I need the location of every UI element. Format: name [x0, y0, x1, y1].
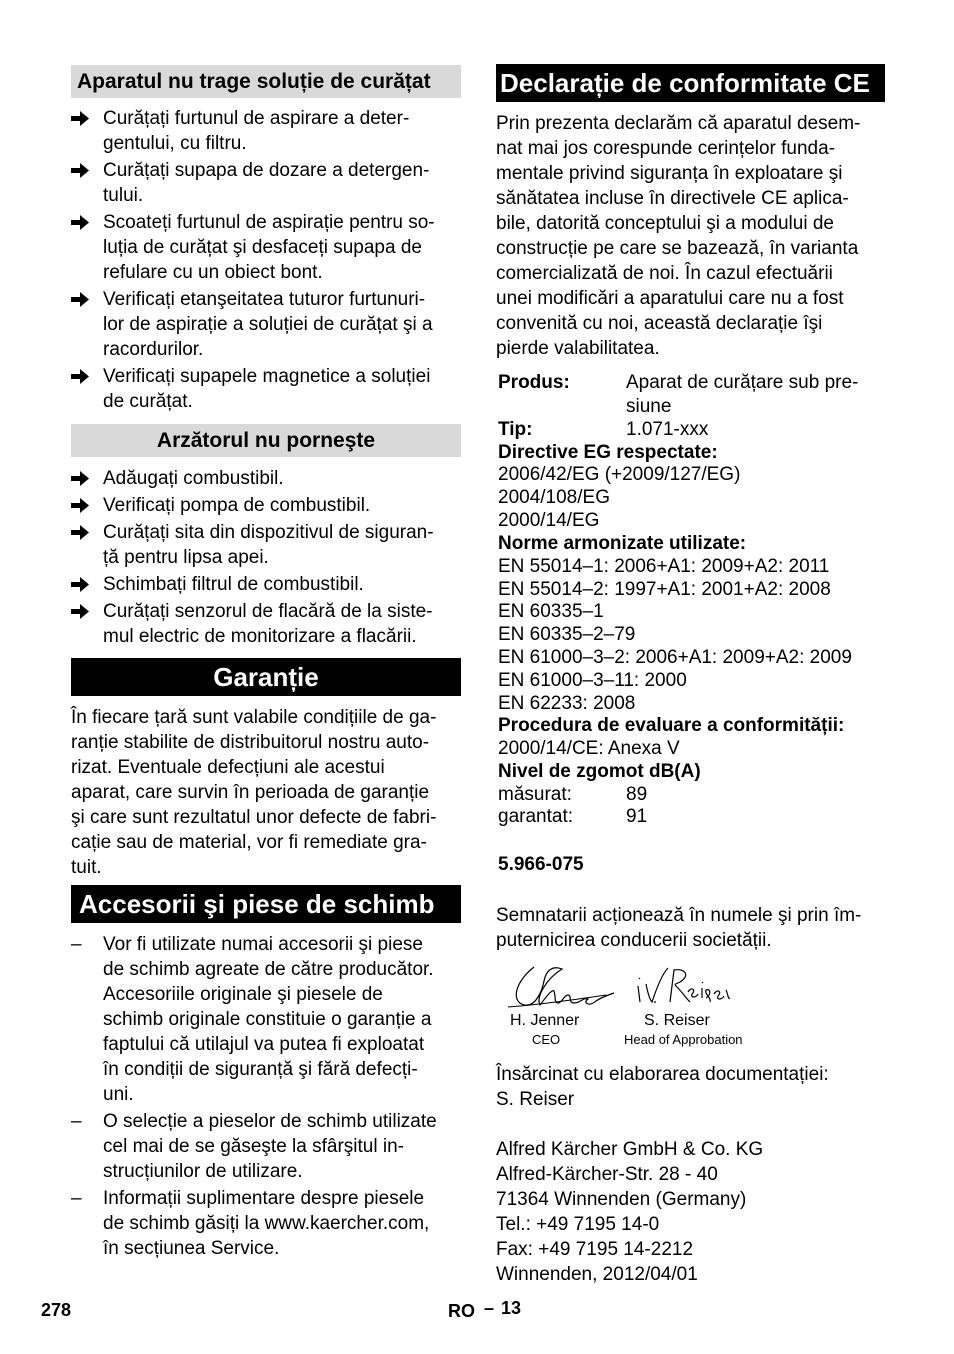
list-item	[71, 599, 461, 649]
list-item-line: cel mai de se găseşte la sfârşitul in-	[103, 1136, 404, 1157]
norm-item: EN 61000–3–11: 2000	[498, 670, 687, 691]
list-item	[71, 287, 461, 362]
address-line: 71364 Winnenden (Germany)	[496, 1189, 747, 1210]
text-line: unei modificări a aparatului care nu a fost	[496, 288, 844, 309]
list-item-line: Verificați etanşeitatea tuturor furtunuri-	[103, 289, 426, 310]
dash-bullet: –	[71, 1188, 82, 1209]
warranty-text	[71, 705, 463, 880]
type-label: Tip:	[498, 419, 533, 440]
text-line: comercializată de noi. În cazul efectuării	[496, 263, 833, 284]
list-item-line: Vor fi utilizate numai accesorii şi piese	[103, 934, 423, 955]
list-item	[71, 158, 461, 208]
text-line: construcție pe care se bazează, în varianta	[496, 238, 859, 259]
address-line: Alfred Kärcher GmbH & Co. KG	[496, 1139, 764, 1160]
procedure-value: 2000/14/CE: Anexa V	[498, 738, 680, 759]
text-line: mentale privind siguranța în exploatare şi	[496, 163, 843, 184]
text-line: Semnatarii acționează în numele şi prin îm-	[496, 905, 862, 926]
text-line: S. Reiser	[496, 1089, 575, 1110]
language-code: RO	[448, 1301, 475, 1321]
product-value-line-2: siune	[626, 396, 672, 417]
section-heading-burner: Arzătorul nu porneşte	[71, 424, 461, 457]
list-item	[71, 932, 463, 1107]
list-item-line: Informații suplimentare despre piesele	[103, 1188, 425, 1209]
list-item-line: O selecție a pieselor de schimb utilizate	[103, 1111, 437, 1132]
list-item	[71, 106, 461, 156]
address-line: Tel.: +49 7195 14-0	[496, 1214, 660, 1235]
accessories-list	[71, 932, 463, 1261]
list-item	[71, 466, 461, 491]
page-number: 278	[41, 1300, 72, 1320]
guaranteed-label: garantat:	[498, 806, 573, 827]
list-item-line: Curățați supapa de dozare a detergen-	[103, 160, 430, 181]
text-line: rizat. Eventuale defecțiuni ale acestui	[71, 757, 385, 778]
address-line: Winnenden, 2012/04/01	[496, 1264, 698, 1285]
warranty-heading: Garanție	[71, 658, 461, 696]
norms-label: Norme armonizate utilizate:	[498, 533, 747, 554]
text-line: aparat, care survin în perioada de garanție	[71, 782, 430, 803]
measured-label: măsurat:	[498, 784, 572, 805]
text-line: şi care sunt rezultatul unor defecte de fabri-	[71, 807, 437, 828]
text-line: Însărcinat cu elaborarea documentației:	[496, 1064, 829, 1085]
directive-item: 2000/14/EG	[498, 510, 600, 531]
ce-declaration-heading: Declarație de conformitate CE	[496, 64, 885, 102]
list-item-line: schimb originale constituie o garanție a	[103, 1009, 432, 1030]
list-item-line: Verificați pompa de combustibil.	[103, 495, 371, 516]
list-item-line: Accesoriile originale şi piesele de	[103, 984, 383, 1005]
list-item-line: ță pentru lipsa apei.	[103, 547, 269, 568]
footer-dash: –	[484, 1298, 495, 1318]
directive-item: 2006/42/EG (+2009/127/EG)	[498, 464, 741, 485]
list-item-line: Curățați furtunul de aspirare a deter-	[103, 108, 410, 129]
list-item-line: Curățați senzorul de flacără de la siste-	[103, 601, 433, 622]
norm-item: EN 62233: 2008	[498, 693, 636, 714]
list-item-line: uni.	[103, 1084, 134, 1105]
list-item-line: în secțiunea Service.	[103, 1238, 280, 1259]
directive-item: 2004/108/EG	[498, 487, 610, 508]
guaranteed-value: 91	[626, 806, 648, 827]
list-item-line: Verificați supapele magnetice a soluției	[103, 366, 431, 387]
troubleshoot-list-detergent	[71, 106, 461, 414]
documentation-responsible	[496, 1062, 888, 1112]
accessories-heading: Accesorii şi piese de schimb	[71, 885, 461, 923]
norm-item: EN 60335–1	[498, 601, 604, 622]
text-line: convenită cu noi, această declarație îşi	[496, 313, 823, 334]
norm-item: EN 55014–2: 1997+A1: 2001+A2: 2008	[498, 579, 831, 600]
list-item-line: de schimb găsiți la www.kaercher.com,	[103, 1213, 430, 1234]
address-line: Alfred-Kärcher-Str. 28 - 40	[496, 1164, 718, 1185]
measured-value: 89	[626, 784, 648, 805]
list-item	[71, 1109, 463, 1184]
list-item-line: lor de aspirație a soluției de curățat şi a	[103, 314, 433, 335]
list-item-line: gentului, cu filtru.	[103, 133, 247, 154]
list-item-line: strucțiunilor de utilizare.	[103, 1161, 303, 1182]
text-line: sănătatea incluse în directivele CE aplica-	[496, 188, 849, 209]
list-item-line: faptului că utilajul va putea fi exploatat	[103, 1034, 425, 1055]
text-line: pierde valabilitatea.	[496, 338, 660, 359]
list-item-line: de curățat.	[103, 391, 193, 412]
list-item-line: luția de curățat şi desfaceți supapa de	[103, 237, 422, 258]
text-line: bile, datorită conceptului şi a modului de	[496, 213, 834, 234]
list-item-line: în condiții de siguranță şi fără defecți-	[103, 1059, 418, 1080]
product-label: Produs:	[498, 372, 570, 393]
address-line: Fax: +49 7195 14-2212	[496, 1239, 694, 1260]
list-item-line: mul electric de monitorizare a flacării.	[103, 626, 417, 647]
company-address	[496, 1137, 888, 1287]
dash-bullet: –	[71, 934, 82, 955]
list-item-line: tului.	[103, 185, 144, 206]
signatories-text	[496, 903, 888, 953]
product-value-line-1: Aparat de curățare sub pre-	[626, 372, 859, 393]
text-line: În fiecare țară sunt valabile condițiile de ga-	[71, 707, 437, 728]
list-item	[71, 493, 461, 518]
text-line: nat mai jos corespunde cerințelor funda-	[496, 138, 836, 159]
norm-item: EN 55014–1: 2006+A1: 2009+A2: 2011	[498, 556, 830, 577]
signatory-2-name: S. Reiser	[644, 1012, 710, 1029]
document-number: 5.966-075	[498, 854, 584, 875]
directives-label: Directive EG respectate:	[498, 442, 718, 463]
procedure-label: Procedura de evaluare a conformității:	[498, 715, 845, 736]
list-item	[71, 520, 461, 570]
list-item-line: de schimb agreate de către producător.	[103, 959, 434, 980]
list-item-line: refulare cu un obiect bont.	[103, 262, 323, 283]
section-heading-no-detergent: Aparatul nu trage soluție de curățat	[71, 65, 461, 98]
list-item-line: Schimbați filtrul de combustibil.	[103, 574, 364, 595]
text-line: cație sau de material, vor fi remediate gra-	[71, 832, 427, 853]
signature-jenner	[506, 961, 616, 1011]
list-item	[71, 210, 461, 285]
list-item	[71, 572, 461, 597]
signatory-1-name: H. Jenner	[510, 1012, 580, 1029]
list-item-line: racordurilor.	[103, 339, 204, 360]
text-line: tuit.	[71, 857, 102, 878]
signatory-1-role: CEO	[532, 1032, 561, 1047]
list-item-line: Curățați sita din dispozitivul de siguran-	[103, 522, 434, 543]
text-line: ranție stabilite de distribuitorul nostru auto-	[71, 732, 430, 753]
section-page-number: 13	[501, 1298, 522, 1318]
noise-label: Nivel de zgomot dB(A)	[498, 761, 701, 782]
norm-item: EN 61000–3–2: 2006+A1: 2009+A2: 2009	[498, 647, 852, 668]
troubleshoot-list-burner	[71, 466, 461, 649]
signatory-2-role: Head of Approbation	[624, 1032, 743, 1047]
list-item	[71, 1186, 463, 1261]
text-line: puternicirea conducerii societății.	[496, 930, 772, 951]
list-item	[71, 364, 461, 414]
norm-item: EN 60335–2–79	[498, 624, 636, 645]
ce-intro-text	[496, 111, 888, 361]
text-line: Prin prezenta declarăm că aparatul desem-	[496, 113, 861, 134]
list-item-line: Adăugați combustibil.	[103, 468, 284, 489]
dash-bullet: –	[71, 1111, 82, 1132]
signature-reiser	[634, 964, 734, 1008]
type-value: 1.071-xxx	[626, 419, 709, 440]
list-item-line: Scoateți furtunul de aspirație pentru so-	[103, 212, 435, 233]
